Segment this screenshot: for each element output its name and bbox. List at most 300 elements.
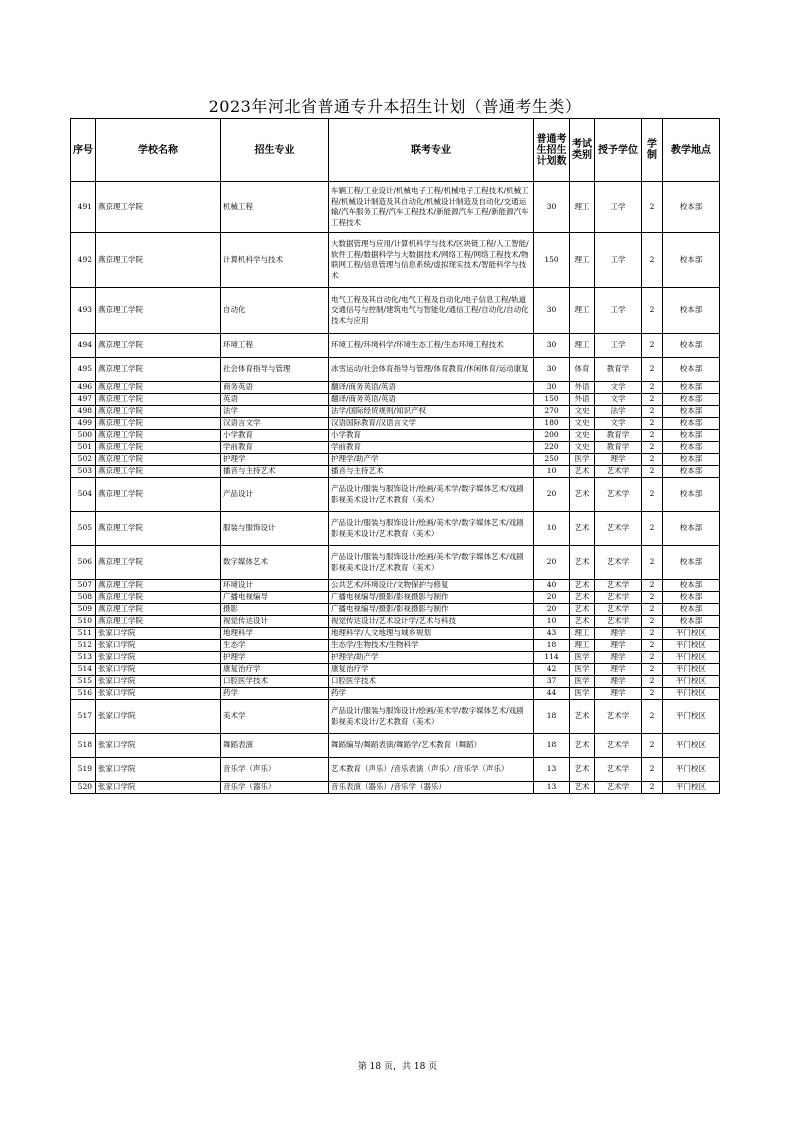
cell-plan: 10	[534, 512, 570, 546]
cell-degree: 教育学	[595, 442, 642, 454]
cell-school: 燕京理工学院	[96, 546, 221, 580]
cell-school: 燕京理工学院	[96, 580, 221, 592]
cell-major: 护理学	[221, 652, 329, 664]
table-row	[71, 358, 720, 382]
cell-category: 艺术	[570, 700, 595, 734]
cell-years: 2	[642, 782, 663, 794]
cell-joint-major: 公共艺术/环境设计/文物保护与修复	[329, 580, 534, 592]
cell-school: 燕京理工学院	[96, 382, 221, 394]
cell-years: 2	[642, 406, 663, 418]
table-row	[71, 628, 720, 640]
cell-number: 517	[71, 700, 96, 734]
cell-number: 498	[71, 406, 96, 418]
table-row	[71, 334, 720, 358]
cell-major: 护理学	[221, 454, 329, 466]
cell-years: 2	[642, 664, 663, 676]
cell-degree: 艺术学	[595, 466, 642, 478]
cell-major: 生态学	[221, 640, 329, 652]
cell-years: 2	[642, 233, 663, 288]
cell-category: 文史	[570, 430, 595, 442]
cell-category: 艺术	[570, 782, 595, 794]
cell-category: 理工	[570, 288, 595, 334]
col-header-category: 考试类别	[570, 119, 595, 182]
table-row	[71, 546, 720, 580]
cell-years: 2	[642, 734, 663, 758]
cell-category: 外语	[570, 382, 595, 394]
cell-degree: 艺术学	[595, 512, 642, 546]
cell-school: 张家口学院	[96, 664, 221, 676]
cell-plan: 30	[534, 382, 570, 394]
cell-number: 510	[71, 616, 96, 628]
cell-years: 2	[642, 430, 663, 442]
table-row	[71, 700, 720, 734]
table-row	[71, 676, 720, 688]
cell-plan: 30	[534, 288, 570, 334]
table-row	[71, 640, 720, 652]
cell-school: 张家口学院	[96, 734, 221, 758]
cell-number: 503	[71, 466, 96, 478]
cell-school: 张家口学院	[96, 688, 221, 700]
table-row	[71, 592, 720, 604]
table-row	[71, 604, 720, 616]
cell-number: 515	[71, 676, 96, 688]
cell-years: 2	[642, 652, 663, 664]
cell-location: 校本部	[663, 182, 720, 233]
cell-joint-major: 生态学/生物技术/生物科学	[329, 640, 534, 652]
cell-number: 519	[71, 758, 96, 782]
cell-years: 2	[642, 394, 663, 406]
table-row	[71, 664, 720, 676]
cell-location: 校本部	[663, 478, 720, 512]
cell-school: 燕京理工学院	[96, 442, 221, 454]
cell-plan: 114	[534, 652, 570, 664]
cell-joint-major: 地理科学/人文地理与城乡规划	[329, 628, 534, 640]
cell-category: 医学	[570, 664, 595, 676]
cell-joint-major: 康复治疗学	[329, 664, 534, 676]
table-body	[71, 182, 720, 794]
cell-category: 医学	[570, 676, 595, 688]
cell-location: 平门校区	[663, 628, 720, 640]
cell-school: 燕京理工学院	[96, 233, 221, 288]
cell-location: 平门校区	[663, 664, 720, 676]
cell-years: 2	[642, 700, 663, 734]
cell-joint-major: 小学教育	[329, 430, 534, 442]
cell-degree: 工学	[595, 233, 642, 288]
cell-degree: 理学	[595, 676, 642, 688]
cell-degree: 理学	[595, 688, 642, 700]
cell-location: 平门校区	[663, 758, 720, 782]
cell-major: 口腔医学技术	[221, 676, 329, 688]
cell-joint-major: 学前教育	[329, 442, 534, 454]
cell-category: 医学	[570, 688, 595, 700]
cell-plan: 13	[534, 782, 570, 794]
cell-degree: 理学	[595, 664, 642, 676]
cell-number: 496	[71, 382, 96, 394]
cell-school: 燕京理工学院	[96, 334, 221, 358]
cell-school: 张家口学院	[96, 758, 221, 782]
cell-plan: 13	[534, 758, 570, 782]
table-row	[71, 430, 720, 442]
cell-degree: 教育学	[595, 430, 642, 442]
cell-category: 理工	[570, 182, 595, 233]
cell-degree: 艺术学	[595, 758, 642, 782]
table-row	[71, 288, 720, 334]
cell-joint-major: 护理学/助产学	[329, 652, 534, 664]
col-header-number: 序号	[71, 119, 96, 182]
cell-plan: 20	[534, 592, 570, 604]
cell-plan: 220	[534, 442, 570, 454]
cell-location: 校本部	[663, 546, 720, 580]
cell-plan: 30	[534, 182, 570, 233]
cell-category: 医学	[570, 454, 595, 466]
cell-school: 张家口学院	[96, 676, 221, 688]
cell-degree: 理学	[595, 454, 642, 466]
cell-plan: 18	[534, 700, 570, 734]
cell-joint-major: 翻译/商务英语/英语	[329, 382, 534, 394]
cell-joint-major: 播音与主持艺术	[329, 466, 534, 478]
cell-years: 2	[642, 418, 663, 430]
cell-years: 2	[642, 334, 663, 358]
cell-category: 艺术	[570, 546, 595, 580]
cell-number: 504	[71, 478, 96, 512]
cell-plan: 150	[534, 233, 570, 288]
cell-plan: 30	[534, 334, 570, 358]
cell-location: 校本部	[663, 454, 720, 466]
cell-category: 文史	[570, 418, 595, 430]
col-header-location: 教学地点	[663, 119, 720, 182]
cell-school: 燕京理工学院	[96, 616, 221, 628]
cell-major: 舞蹈表演	[221, 734, 329, 758]
cell-years: 2	[642, 382, 663, 394]
table-row	[71, 688, 720, 700]
cell-location: 校本部	[663, 418, 720, 430]
cell-number: 495	[71, 358, 96, 382]
cell-major: 音乐学（器乐）	[221, 782, 329, 794]
cell-location: 校本部	[663, 592, 720, 604]
cell-plan: 10	[534, 616, 570, 628]
cell-category: 艺术	[570, 478, 595, 512]
cell-number: 493	[71, 288, 96, 334]
cell-number: 497	[71, 394, 96, 406]
cell-years: 2	[642, 358, 663, 382]
cell-school: 燕京理工学院	[96, 478, 221, 512]
cell-major: 社会体育指导与管理	[221, 358, 329, 382]
table-header-row	[71, 119, 720, 182]
cell-major: 汉语言文学	[221, 418, 329, 430]
cell-school: 燕京理工学院	[96, 604, 221, 616]
cell-degree: 理学	[595, 628, 642, 640]
cell-school: 燕京理工学院	[96, 430, 221, 442]
cell-joint-major: 翻译/商务英语/英语	[329, 394, 534, 406]
cell-joint-major: 药学	[329, 688, 534, 700]
table-row	[71, 406, 720, 418]
cell-years: 2	[642, 688, 663, 700]
cell-school: 张家口学院	[96, 782, 221, 794]
cell-location: 平门校区	[663, 640, 720, 652]
table-row	[71, 394, 720, 406]
cell-major: 视觉传达设计	[221, 616, 329, 628]
cell-category: 艺术	[570, 758, 595, 782]
cell-school: 燕京理工学院	[96, 182, 221, 233]
cell-number: 511	[71, 628, 96, 640]
cell-location: 校本部	[663, 382, 720, 394]
cell-category: 艺术	[570, 734, 595, 758]
cell-joint-major: 舞蹈编导/舞蹈表演/舞蹈学/艺术教育（舞蹈）	[329, 734, 534, 758]
cell-degree: 理学	[595, 652, 642, 664]
cell-years: 2	[642, 546, 663, 580]
cell-school: 张家口学院	[96, 640, 221, 652]
cell-major: 美术学	[221, 700, 329, 734]
cell-school: 张家口学院	[96, 628, 221, 640]
cell-plan: 150	[534, 394, 570, 406]
cell-number: 500	[71, 430, 96, 442]
cell-years: 2	[642, 580, 663, 592]
cell-category: 文史	[570, 442, 595, 454]
cell-number: 492	[71, 233, 96, 288]
cell-degree: 艺术学	[595, 478, 642, 512]
cell-category: 理工	[570, 334, 595, 358]
enrollment-table	[70, 118, 720, 794]
cell-number: 502	[71, 454, 96, 466]
cell-location: 平门校区	[663, 652, 720, 664]
cell-school: 张家口学院	[96, 700, 221, 734]
cell-years: 2	[642, 604, 663, 616]
cell-location: 平门校区	[663, 688, 720, 700]
cell-number: 494	[71, 334, 96, 358]
cell-category: 体育	[570, 358, 595, 382]
cell-plan: 270	[534, 406, 570, 418]
cell-category: 艺术	[570, 616, 595, 628]
cell-number: 505	[71, 512, 96, 546]
cell-category: 艺术	[570, 604, 595, 616]
cell-joint-major: 车辆工程/工业设计/机械电子工程/机械电子工程技术/机械工程/机械设计制造及其自动化/机械设计制造及自动化/交通运输/汽车服务工程/汽车工程技术/新能源汽车工程/新能源汽车工程技术	[329, 182, 534, 233]
page-footer: 第 18 页，共 18 页	[357, 1062, 438, 1072]
cell-joint-major: 产品设计/服装与服饰设计/绘画/美术学/数字媒体艺术/戏剧影视美术设计/艺术教育（美术）	[329, 546, 534, 580]
cell-number: 520	[71, 782, 96, 794]
cell-category: 艺术	[570, 592, 595, 604]
cell-major: 环境工程	[221, 334, 329, 358]
cell-degree: 艺术学	[595, 580, 642, 592]
cell-plan: 42	[534, 664, 570, 676]
cell-major: 音乐学（声乐）	[221, 758, 329, 782]
table-row	[71, 616, 720, 628]
table-row	[71, 233, 720, 288]
cell-years: 2	[642, 676, 663, 688]
cell-major: 机械工程	[221, 182, 329, 233]
table-row	[71, 454, 720, 466]
page-title: 2023年河北省普通专升本招生计划（普通考生类）	[208, 97, 582, 116]
table-row	[71, 758, 720, 782]
cell-major: 英语	[221, 394, 329, 406]
table-row	[71, 652, 720, 664]
cell-degree: 艺术学	[595, 782, 642, 794]
cell-joint-major: 电气工程及其自动化/电气工程及自动化/电子信息工程/轨道交通信号与控制/建筑电气与智能化/通信工程/自动化/自动化技术与应用	[329, 288, 534, 334]
cell-degree: 艺术学	[595, 700, 642, 734]
cell-degree: 艺术学	[595, 604, 642, 616]
cell-major: 法学	[221, 406, 329, 418]
cell-years: 2	[642, 592, 663, 604]
cell-joint-major: 产品设计/服装与服饰设计/绘画/美术学/数字媒体艺术/戏剧影视美术设计/艺术教育（美术）	[329, 512, 534, 546]
cell-category: 理工	[570, 640, 595, 652]
table-row	[71, 466, 720, 478]
cell-major: 播音与主持艺术	[221, 466, 329, 478]
cell-major: 广播电视编导	[221, 592, 329, 604]
cell-plan: 40	[534, 580, 570, 592]
cell-degree: 工学	[595, 182, 642, 233]
cell-degree: 文学	[595, 418, 642, 430]
cell-major: 康复治疗学	[221, 664, 329, 676]
cell-joint-major: 视觉传达设计/艺术设计学/艺术与科技	[329, 616, 534, 628]
cell-major: 商务英语	[221, 382, 329, 394]
cell-major: 产品设计	[221, 478, 329, 512]
cell-plan: 250	[534, 454, 570, 466]
cell-plan: 37	[534, 676, 570, 688]
cell-major: 自动化	[221, 288, 329, 334]
cell-joint-major: 音乐表演（器乐）/音乐学（器乐）	[329, 782, 534, 794]
cell-location: 校本部	[663, 580, 720, 592]
cell-joint-major: 法学/国际经贸规则/知识产权	[329, 406, 534, 418]
table-row	[71, 442, 720, 454]
cell-number: 512	[71, 640, 96, 652]
cell-location: 校本部	[663, 616, 720, 628]
cell-category: 艺术	[570, 466, 595, 478]
cell-degree: 工学	[595, 288, 642, 334]
cell-degree: 艺术学	[595, 734, 642, 758]
cell-plan: 20	[534, 478, 570, 512]
cell-number: 507	[71, 580, 96, 592]
col-header-school: 学校名称	[96, 119, 221, 182]
cell-school: 燕京理工学院	[96, 512, 221, 546]
cell-school: 张家口学院	[96, 652, 221, 664]
cell-degree: 文学	[595, 382, 642, 394]
cell-years: 2	[642, 478, 663, 512]
cell-major: 摄影	[221, 604, 329, 616]
cell-years: 2	[642, 454, 663, 466]
cell-number: 514	[71, 664, 96, 676]
cell-plan: 200	[534, 430, 570, 442]
col-header-major: 招生专业	[221, 119, 329, 182]
cell-number: 516	[71, 688, 96, 700]
cell-location: 校本部	[663, 358, 720, 382]
cell-school: 燕京理工学院	[96, 418, 221, 430]
cell-number: 499	[71, 418, 96, 430]
table-row	[71, 580, 720, 592]
cell-years: 2	[642, 640, 663, 652]
cell-joint-major: 护理学/助产学	[329, 454, 534, 466]
cell-joint-major: 广播电视编导/摄影/影视摄影与制作	[329, 592, 534, 604]
cell-years: 2	[642, 616, 663, 628]
cell-joint-major: 汉语国际教育/汉语言文学	[329, 418, 534, 430]
cell-category: 理工	[570, 628, 595, 640]
cell-location: 校本部	[663, 512, 720, 546]
cell-location: 校本部	[663, 604, 720, 616]
cell-category: 医学	[570, 652, 595, 664]
col-header-years: 学制	[642, 119, 663, 182]
cell-location: 平门校区	[663, 676, 720, 688]
cell-location: 校本部	[663, 430, 720, 442]
table-row	[71, 418, 720, 430]
cell-major: 学前教育	[221, 442, 329, 454]
cell-location: 平门校区	[663, 700, 720, 734]
cell-location: 校本部	[663, 394, 720, 406]
cell-plan: 18	[534, 734, 570, 758]
cell-school: 燕京理工学院	[96, 358, 221, 382]
cell-plan: 20	[534, 604, 570, 616]
cell-joint-major: 广播电视编导/摄影/影视摄影与制作	[329, 604, 534, 616]
cell-major: 服装与服饰设计	[221, 512, 329, 546]
cell-category: 艺术	[570, 580, 595, 592]
cell-school: 燕京理工学院	[96, 592, 221, 604]
cell-major: 地理科学	[221, 628, 329, 640]
cell-joint-major: 产品设计/服装与服饰设计/绘画/美术学/数字媒体艺术/戏剧影视美术设计/艺术教育（美术）	[329, 478, 534, 512]
cell-degree: 法学	[595, 406, 642, 418]
cell-number: 508	[71, 592, 96, 604]
cell-number: 501	[71, 442, 96, 454]
cell-years: 2	[642, 628, 663, 640]
cell-location: 校本部	[663, 442, 720, 454]
cell-joint-major: 产品设计/服装与服饰设计/绘画/美术学/数字媒体艺术/戏剧影视美术设计/艺术教育（美术）	[329, 700, 534, 734]
cell-major: 环境设计	[221, 580, 329, 592]
cell-plan: 10	[534, 466, 570, 478]
cell-location: 平门校区	[663, 734, 720, 758]
table-row	[71, 478, 720, 512]
cell-school: 燕京理工学院	[96, 454, 221, 466]
table-row	[71, 382, 720, 394]
cell-school: 燕京理工学院	[96, 406, 221, 418]
cell-years: 2	[642, 758, 663, 782]
cell-plan: 43	[534, 628, 570, 640]
table-row	[71, 734, 720, 758]
cell-years: 2	[642, 512, 663, 546]
cell-location: 校本部	[663, 334, 720, 358]
cell-major: 小学教育	[221, 430, 329, 442]
cell-major: 药学	[221, 688, 329, 700]
col-header-degree: 授予学位	[595, 119, 642, 182]
table-row	[71, 512, 720, 546]
cell-degree: 文学	[595, 394, 642, 406]
cell-number: 513	[71, 652, 96, 664]
cell-plan: 20	[534, 546, 570, 580]
cell-joint-major: 冰雪运动/社会体育指导与管理/体育教育/休闲体育/运动康复	[329, 358, 534, 382]
cell-category: 外语	[570, 394, 595, 406]
col-header-plan: 普通考生招生计划数	[534, 119, 570, 182]
cell-degree: 艺术学	[595, 546, 642, 580]
cell-degree: 工学	[595, 334, 642, 358]
cell-years: 2	[642, 442, 663, 454]
cell-plan: 18	[534, 640, 570, 652]
table-row	[71, 782, 720, 794]
cell-joint-major: 大数据管理与应用/计算机科学与技术/区块链工程/人工智能/软件工程/数据科学与大数据技术/网络工程/网络工程技术/物联网工程/信息管理与信息系统/虚拟现实技术/智能科学与技术	[329, 233, 534, 288]
cell-location: 校本部	[663, 288, 720, 334]
cell-location: 校本部	[663, 466, 720, 478]
cell-category: 文史	[570, 406, 595, 418]
table-row	[71, 182, 720, 233]
cell-number: 518	[71, 734, 96, 758]
cell-category: 艺术	[570, 512, 595, 546]
cell-location: 校本部	[663, 233, 720, 288]
cell-plan: 44	[534, 688, 570, 700]
cell-school: 燕京理工学院	[96, 466, 221, 478]
cell-plan: 180	[534, 418, 570, 430]
cell-number: 506	[71, 546, 96, 580]
cell-location: 平门校区	[663, 782, 720, 794]
col-header-joint-major: 联考专业	[329, 119, 534, 182]
cell-joint-major: 口腔医学技术	[329, 676, 534, 688]
cell-number: 509	[71, 604, 96, 616]
cell-degree: 艺术学	[595, 616, 642, 628]
cell-category: 理工	[570, 233, 595, 288]
cell-number: 491	[71, 182, 96, 233]
